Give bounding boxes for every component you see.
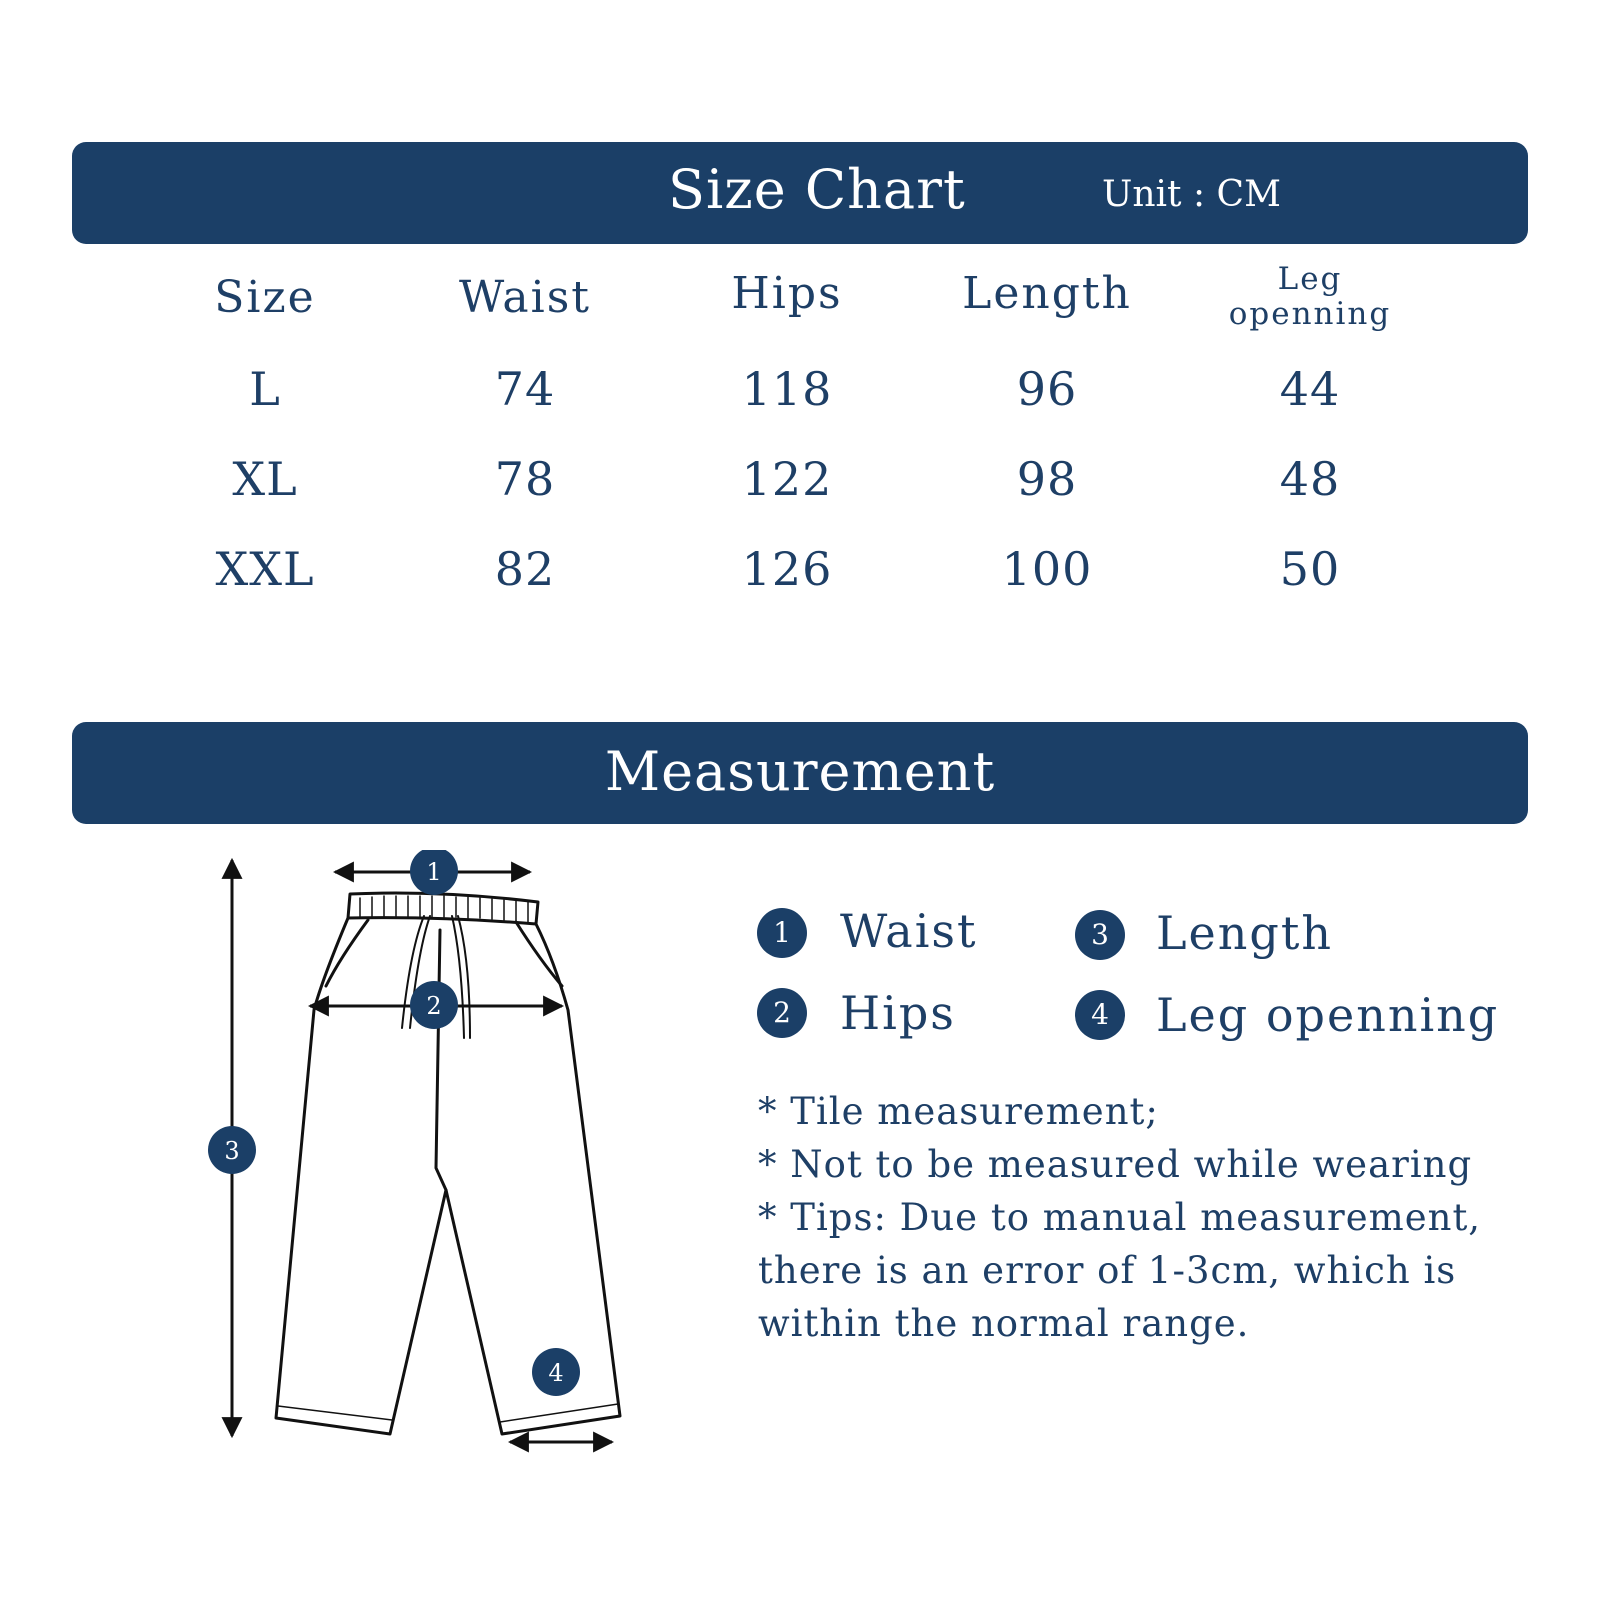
unit-label: Unit : CM bbox=[1102, 174, 1281, 215]
legend-label-length: Length bbox=[1156, 906, 1333, 960]
hips-cell: 122 bbox=[741, 452, 833, 506]
size-cell: XL bbox=[232, 452, 298, 506]
pants-diagram bbox=[190, 850, 650, 1490]
legend-num-4: 4 bbox=[1075, 990, 1125, 1040]
marker-4-text: 4 bbox=[548, 1359, 564, 1387]
waist-cell: 78 bbox=[494, 452, 556, 506]
leg-openning-cell: 48 bbox=[1279, 452, 1341, 506]
legend-num-1: 1 bbox=[757, 908, 807, 958]
legend-label-leg-openning: Leg openning bbox=[1156, 988, 1500, 1042]
size-chart-banner bbox=[72, 142, 1528, 244]
marker-1-text: 1 bbox=[426, 858, 442, 886]
measurement-banner bbox=[72, 722, 1528, 824]
marker-1 bbox=[410, 850, 458, 895]
waist-cell: 82 bbox=[494, 542, 556, 596]
leg-openning-cell: 50 bbox=[1279, 542, 1341, 596]
left-hem bbox=[278, 1406, 392, 1420]
hips-cell: 118 bbox=[741, 362, 833, 416]
length-cell: 96 bbox=[1016, 362, 1078, 416]
marker-4 bbox=[532, 1348, 580, 1396]
size-cell: L bbox=[249, 362, 281, 416]
note-line: * Tile measurement; bbox=[758, 1090, 1159, 1133]
marker-3-text: 3 bbox=[224, 1137, 240, 1165]
note-line: within the normal range. bbox=[758, 1302, 1250, 1345]
marker-2-text: 2 bbox=[426, 992, 442, 1020]
header-waist: Waist bbox=[459, 272, 591, 323]
marker-3 bbox=[208, 1126, 256, 1174]
legend-num-3: 3 bbox=[1075, 910, 1125, 960]
waistband-outline bbox=[348, 893, 538, 924]
length-cell: 98 bbox=[1016, 452, 1078, 506]
header-size: Size bbox=[214, 272, 316, 323]
header-length: Length bbox=[962, 268, 1132, 319]
waist-cell: 74 bbox=[494, 362, 556, 416]
size-chart-title: Size Chart bbox=[668, 158, 966, 221]
measurement-title: Measurement bbox=[604, 740, 996, 803]
header-leg-line2: openning bbox=[1228, 296, 1392, 332]
legend-num-2: 2 bbox=[757, 988, 807, 1038]
length-cell: 100 bbox=[1001, 542, 1093, 596]
note-line: * Tips: Due to manual measurement, bbox=[758, 1196, 1482, 1239]
legend-label-hips: Hips bbox=[840, 986, 956, 1040]
leg-openning-cell: 44 bbox=[1279, 362, 1341, 416]
legend-label-waist: Waist bbox=[840, 904, 978, 958]
hips-cell: 126 bbox=[741, 542, 833, 596]
note-line: * Not to be measured while wearing bbox=[758, 1143, 1473, 1186]
inseam-line bbox=[436, 930, 446, 1190]
header-leg-line1: Leg bbox=[1277, 261, 1343, 297]
header-leg-openning bbox=[1180, 262, 1440, 332]
note-line: there is an error of 1-3cm, which is bbox=[758, 1249, 1457, 1292]
header-hips: Hips bbox=[731, 268, 843, 319]
marker-2 bbox=[410, 981, 458, 1029]
size-cell: XXL bbox=[215, 542, 315, 596]
